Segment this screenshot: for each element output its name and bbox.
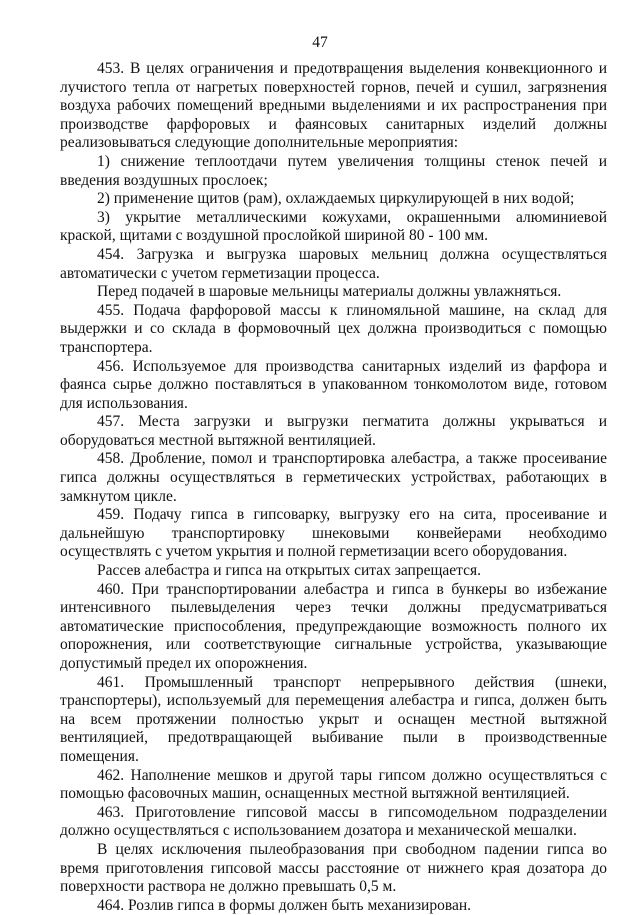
paragraph-464: 464. Розлив гипса в формы должен быть механизирован. [97, 896, 472, 914]
list-item-453-3: 3) укрытие металлическими кожухами, окрашенными алюминиевой краской, щитами с воздушной прослойкой шириной 80 - 100 мм. [60, 208, 607, 245]
paragraph-455: 455. Подача фарфоровой массы к глиномяльной машине, на склад для выдержки и со склада в формовочный цех должна производиться с помощью транспортера. [60, 301, 607, 356]
paragraph-454-note: Перед подачей в шаровые мельницы материалы должны увлажняться. [97, 283, 562, 301]
paragraph-463: 463. Приготовление гипсовой массы в гипсомодельном подразделении должно осуществляться с использованием дозатора и механической мешалки. [60, 803, 607, 840]
page-number: 47 [312, 34, 328, 51]
paragraph-463-note: В целях исключения пылеобразования при свободном падении гипса во время приготовления гипсовой массы расстояние от нижнего края дозатора до поверхности раствора не должно превышать 0,5 м. [60, 840, 607, 896]
paragraph-454: 454. Загрузка и выгрузка шаровых мельниц должна осуществляться автоматически с учетом герметизации процесса. [60, 245, 607, 282]
paragraph-460: 460. При транспортировании алебастра и гипса в бункеры во избежание интенсивного пылевыделения через течки должны предусматриваться автоматические приспособления, предупреждающие возможность полного их опорожнения, или соответствующие сигнальные устройства, указывающие допустимый предел их опорожнения. [60, 580, 607, 672]
paragraph-458: 458. Дробление, помол и транспортировка алебастра, а также просеивание гипса должны осуществляться в герметических устройствах, работающих в замкнутом цикле. [60, 450, 607, 505]
paragraph-457: 457. Места загрузки и выгрузки пегматита должны укрываться и оборудоваться местной вытяжной вентиляцией. [60, 413, 607, 449]
paragraph-459: 459. Подачу гипса в гипсоварку, выгрузку его на сита, просеивание и дальнейшую транспортировку шнековыми конвейерами необходимо осуществлять с учетом укрытия и полной герметизации всего оборудования. [60, 506, 607, 561]
paragraph-461: 461. Промышленный транспорт непрерывного действия (шнеки, транспортеры), используемый для перемещения алебастра и гипса, должен быть на всем протяжении полностью укрыт и оснащен местной вытяжной вентиляцией, предотвращающей выбивание пыли в производственные помещения. [60, 673, 607, 765]
document-body [60, 60, 607, 915]
list-item-453-1: 1) снижение теплоотдачи путем увеличения толщины стенок печей и введения воздушных прослоек; [60, 152, 607, 189]
list-item-453-2: 2) применение щитов (рам), охлаждаемых циркулирующей в них водой; [97, 190, 575, 208]
paragraph-459-note: Рассев алебастра и гипса на открытых ситах запрещается. [97, 562, 481, 580]
paragraph-462: 462. Наполнение мешков и другой тары гипсом должно осуществляться с помощью фасовочных машин, оснащенных местной вытяжной вентиляцией. [60, 766, 607, 803]
paragraph-453: 453. В целях ограничения и предотвращения выделения конвекционного и лучистого тепла от нагретых поверхностей горнов, печей и сушил, загрязнения воздуха рабочих помещений вредными выделениями и их распространения при производстве фарфоровых и фаянсовых санитарных изделий должны реализовываться следующие дополнительные мероприятия: [60, 60, 607, 152]
paragraph-456: 456. Используемое для производства санитарных изделий из фарфора и фаянса сырье должно поставляться в упакованном тонкомолотом виде, готовом для использования. [60, 357, 607, 412]
